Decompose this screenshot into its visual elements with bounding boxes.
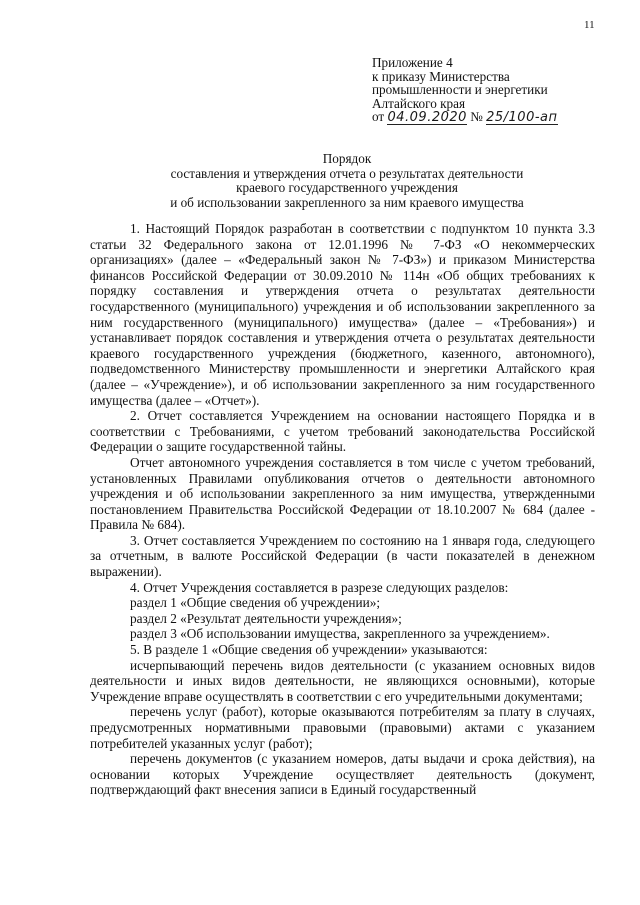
paragraph: 3. Отчет составляется Учреждением по состоянию на 1 января года, следующего за отчетным, в валюте Российской Федерации (в части показателей в денежном выражении). — [90, 532, 595, 580]
paragraph: 1. Настоящий Порядок разработан в соответствии с подпунктом 10 пункта 3.3 статьи 32 Федерального закона от 12.01.1996 № 7-ФЗ «О некоммерческих организациях» (далее – «Федеральный закон № 7-ФЗ») и приказом Министерства финансов Российской Федерации от 30.09.2010 № 114н «Об общих требованиях к порядку составления и утверждения отчета о результатах деятельности государственного (муниципального) учреждения и об использовании закрепленного за ним государственного (муниципального) имущества» (далее – «Требования») и устанавливает порядок составления и утверждения отчета о результатах деятельности краевого государственного учреждения (бюджетного, казенного, автономного), подведомственного Министерству промышленности и энергетики Алтайского края (далее – «Учреждение»), и об использовании закрепленного за ним государственного имущества (далее – «Отчет»). — [90, 221, 595, 408]
paragraph: 4. Отчет Учреждения составляется в разрезе следующих разделов: — [130, 579, 509, 595]
document-body — [90, 221, 595, 798]
title-line: краевого государственного учреждения — [236, 180, 458, 196]
title-line: составления и утверждения отчета о результатах деятельности — [170, 165, 524, 181]
handwritten-number: 25/100-ап — [486, 110, 558, 126]
appendix-block — [372, 56, 632, 125]
appendix-line: к приказу Министерства — [372, 68, 510, 84]
appendix-line: промышленности и энергетики — [372, 82, 548, 98]
page-number: 11 — [584, 19, 595, 31]
title-line: и об использовании закрепленного за ним краевого имущества — [170, 194, 524, 210]
handwritten-date: 04.09.2020 — [387, 110, 467, 126]
paragraph: раздел 1 «Общие сведения об учреждении»; — [130, 595, 381, 611]
appendix-line: Приложение 4 — [372, 55, 453, 70]
document-title — [112, 152, 582, 210]
paragraph: перечень услуг (работ), которые оказываются потребителям за плату в случаях, предусмотренных нормативными правовыми (правовыми) актами с указанием потребителей указанных услуг (работ); — [90, 704, 595, 751]
from-label: от — [372, 109, 385, 125]
appendix-date-line — [372, 110, 632, 125]
appendix-line: Алтайского края — [372, 95, 466, 111]
paragraph: Отчет автономного учреждения составляется в том числе с учетом требований, установленных Правилами опубликования отчетов о деятельности автономного учреждения и об использовании закрепленного за ним имущества, утвержденными постановлением Правительства Российской Федерации от 18.10.2007 № 684 (далее - Правила № 684). — [90, 454, 595, 533]
paragraph: раздел 2 «Результат деятельности учреждения»; — [130, 610, 402, 626]
paragraph: раздел 3 «Об использовании имущества, закрепленного за учреждением». — [130, 626, 550, 642]
title-line: Порядок — [322, 151, 372, 166]
number-label: № — [470, 109, 483, 125]
paragraph: перечень документов (с указанием номеров, даты выдачи и срока действия), на основании которых Учреждение осуществляет деятельность (документ, подтверждающий факт внесения записи в Единый государственный — [90, 751, 595, 798]
paragraph: 2. Отчет составляется Учреждением на основании настоящего Порядка и в соответствии с Требованиями, с учетом требований законодательства Российской Федерации о защите государственной тайны. — [90, 408, 595, 455]
paragraph: 5. В разделе 1 «Общие сведения об учреждении» указываются: — [130, 642, 488, 658]
paragraph: исчерпывающий перечень видов деятельности (с указанием основных видов деятельности и иных видов деятельности, не являющихся основными), которые Учреждение вправе осуществлять в соответствии с его учредительными документами; — [90, 657, 595, 704]
